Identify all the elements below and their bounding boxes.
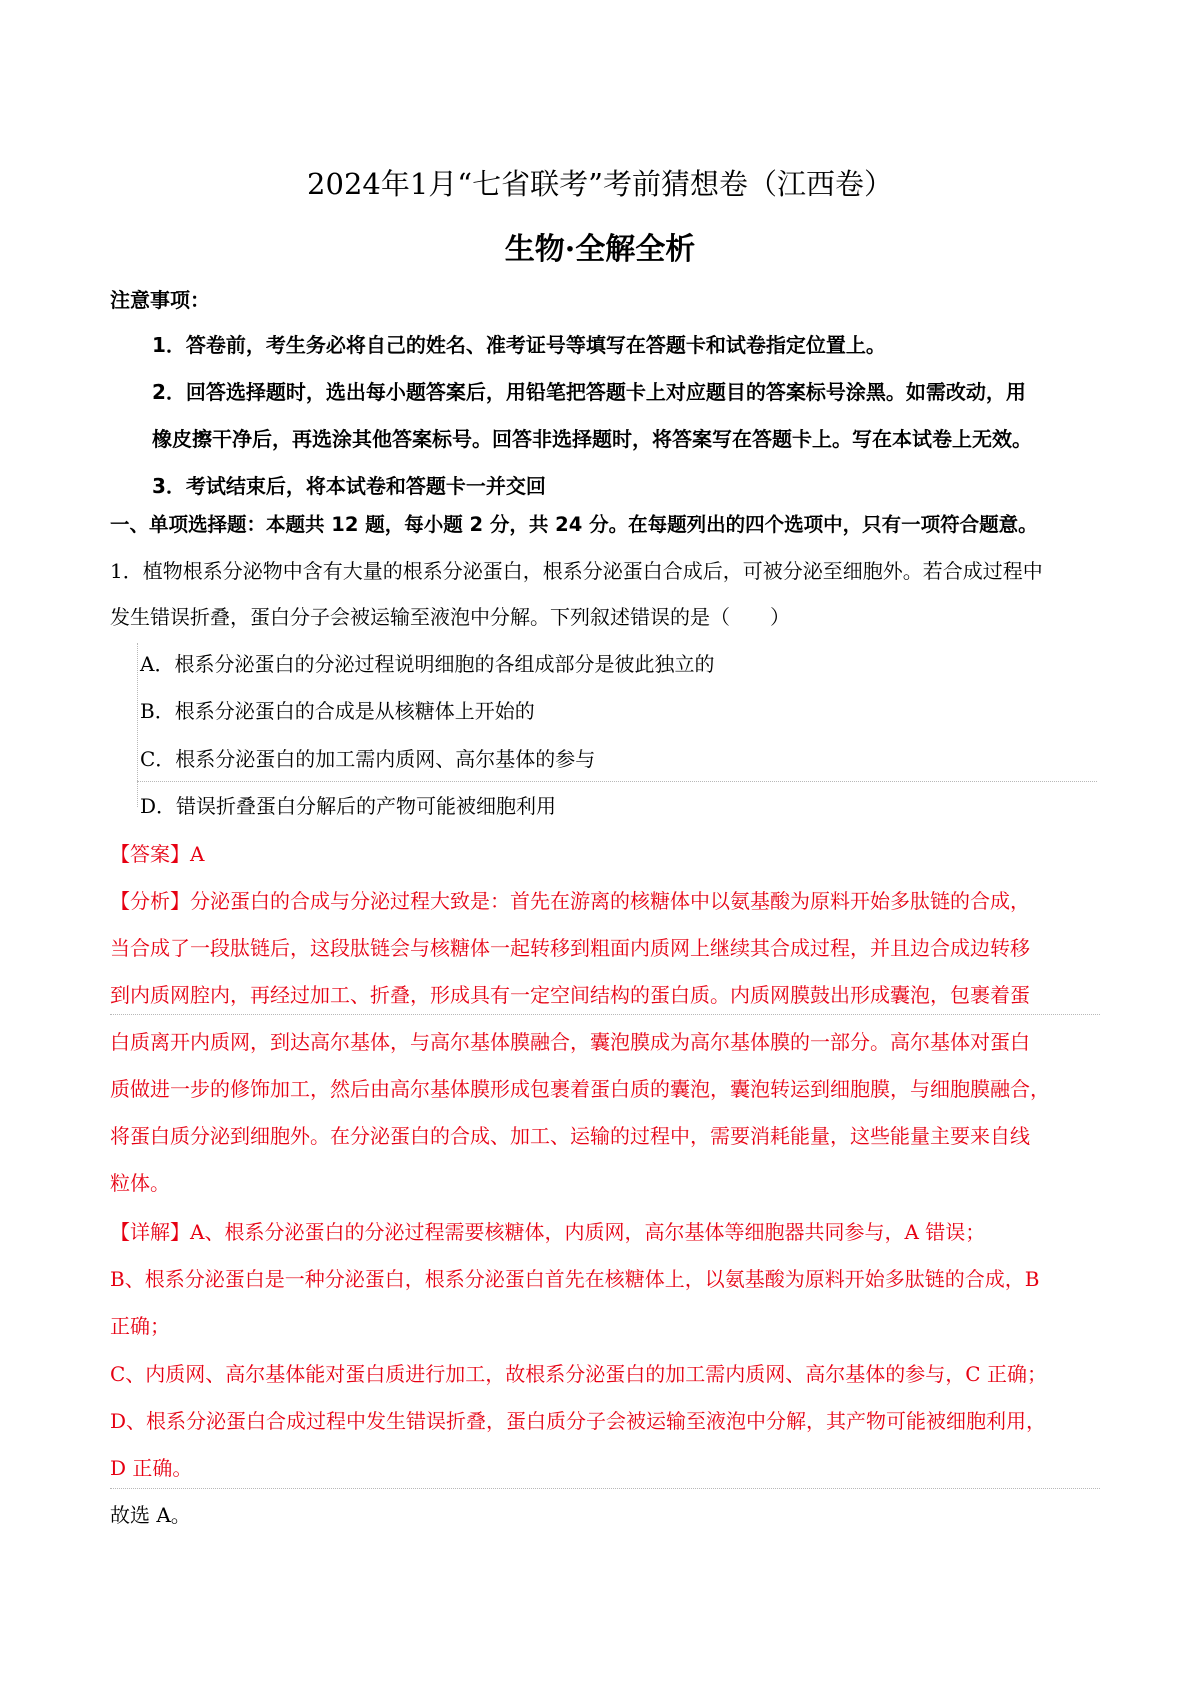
option-a: A．根系分泌蛋白的分泌过程说明细胞的各组成部分是彼此独立的 [140, 652, 715, 676]
analysis-line: 白质离开内质网，到达高尔基体，与高尔基体膜融合，囊泡膜成为高尔基体膜的一部分。高尔基体对蛋白 [110, 1030, 1030, 1054]
analysis-line: 【分析】分泌蛋白的合成与分泌过程大致是：首先在游离的核糖体中以氨基酸为原料开始多肽链的合成， [110, 889, 1030, 913]
analysis-line: 到内质网腔内，再经过加工、折叠，形成具有一定空间结构的蛋白质。内质网膜鼓出形成囊泡，包裹着蛋 [110, 983, 1030, 1007]
analysis-line: 当合成了一段肽链后，这段肽链会与核糖体一起转移到粗面内质网上继续其合成过程，并且边合成边转移 [110, 936, 1030, 960]
detail-line: B、根系分泌蛋白是一种分泌蛋白，根系分泌蛋白首先在核糖体上，以氨基酸为原料开始多肽链的合成，B [110, 1267, 1040, 1291]
notice-item: 3．考试结束后，将本试卷和答题卡一并交回 [152, 474, 546, 498]
question-stem-line: 发生错误折叠，蛋白分子会被运输至液泡中分解。下列叙述错误的是（ ） [110, 605, 790, 629]
detail-line: D、根系分泌蛋白合成过程中发生错误折叠，蛋白质分子会被运输至液泡中分解，其产物可能被细胞利用， [110, 1409, 1047, 1433]
dotted-divider [110, 1014, 1100, 1015]
notice-item: 1．答卷前，考生务必将自己的姓名、准考证号等填写在答题卡和试卷指定位置上。 [152, 333, 886, 357]
detail-line: 【详解】A、根系分泌蛋白的分泌过程需要核糖体，内质网，高尔基体等细胞器共同参与，A 错误； [110, 1220, 986, 1244]
analysis-line: 质做进一步的修饰加工，然后由高尔基体膜形成包裹着蛋白质的囊泡，囊泡转运到细胞膜，与细胞膜融合， [110, 1077, 1050, 1101]
conclusion: 故选 A。 [110, 1503, 191, 1527]
detail-line: 正确； [110, 1314, 170, 1338]
dotted-divider [137, 781, 1097, 782]
page-title: 2024年1月“七省联考”考前猜想卷（江西卷） [307, 167, 893, 201]
option-b: B．根系分泌蛋白的合成是从核糖体上开始的 [140, 699, 535, 723]
option-d: D．错误折叠蛋白分解后的产物可能被细胞利用 [140, 794, 557, 818]
option-c: C．根系分泌蛋白的加工需内质网、高尔基体的参与 [140, 747, 596, 771]
analysis-line: 粒体。 [110, 1171, 170, 1195]
answer-label: 【答案】A [110, 842, 205, 866]
detail-line: D 正确。 [110, 1456, 193, 1480]
notice-item: 2．回答选择题时，选出每小题答案后，用铅笔把答题卡上对应题目的答案标号涂黑。如需改动，用 [152, 380, 1026, 404]
option-divider [137, 643, 138, 807]
dotted-divider [110, 1488, 1100, 1489]
detail-line: C、内质网、高尔基体能对蛋白质进行加工，故根系分泌蛋白的加工需内质网、高尔基体的参与，C 正确； [110, 1362, 1047, 1386]
question-stem-line: 1．植物根系分泌物中含有大量的根系分泌蛋白，根系分泌蛋白合成后，可被分泌至细胞外。若合成过程中 [110, 559, 1043, 583]
analysis-line: 将蛋白质分泌到细胞外。在分泌蛋白的合成、加工、运输的过程中，需要消耗能量，这些能量主要来自线 [110, 1124, 1030, 1148]
notice-heading: 注意事项： [110, 288, 210, 312]
section-heading: 一、单项选择题：本题共 12 题，每小题 2 分，共 24 分。在每题列出的四个选项中，只有一项符合题意。 [110, 513, 1038, 536]
page-subtitle: 生物·全解全析 [504, 232, 696, 267]
notice-item: 橡皮擦干净后，再选涂其他答案标号。回答非选择题时，将答案写在答题卡上。写在本试卷上无效。 [152, 427, 1032, 451]
